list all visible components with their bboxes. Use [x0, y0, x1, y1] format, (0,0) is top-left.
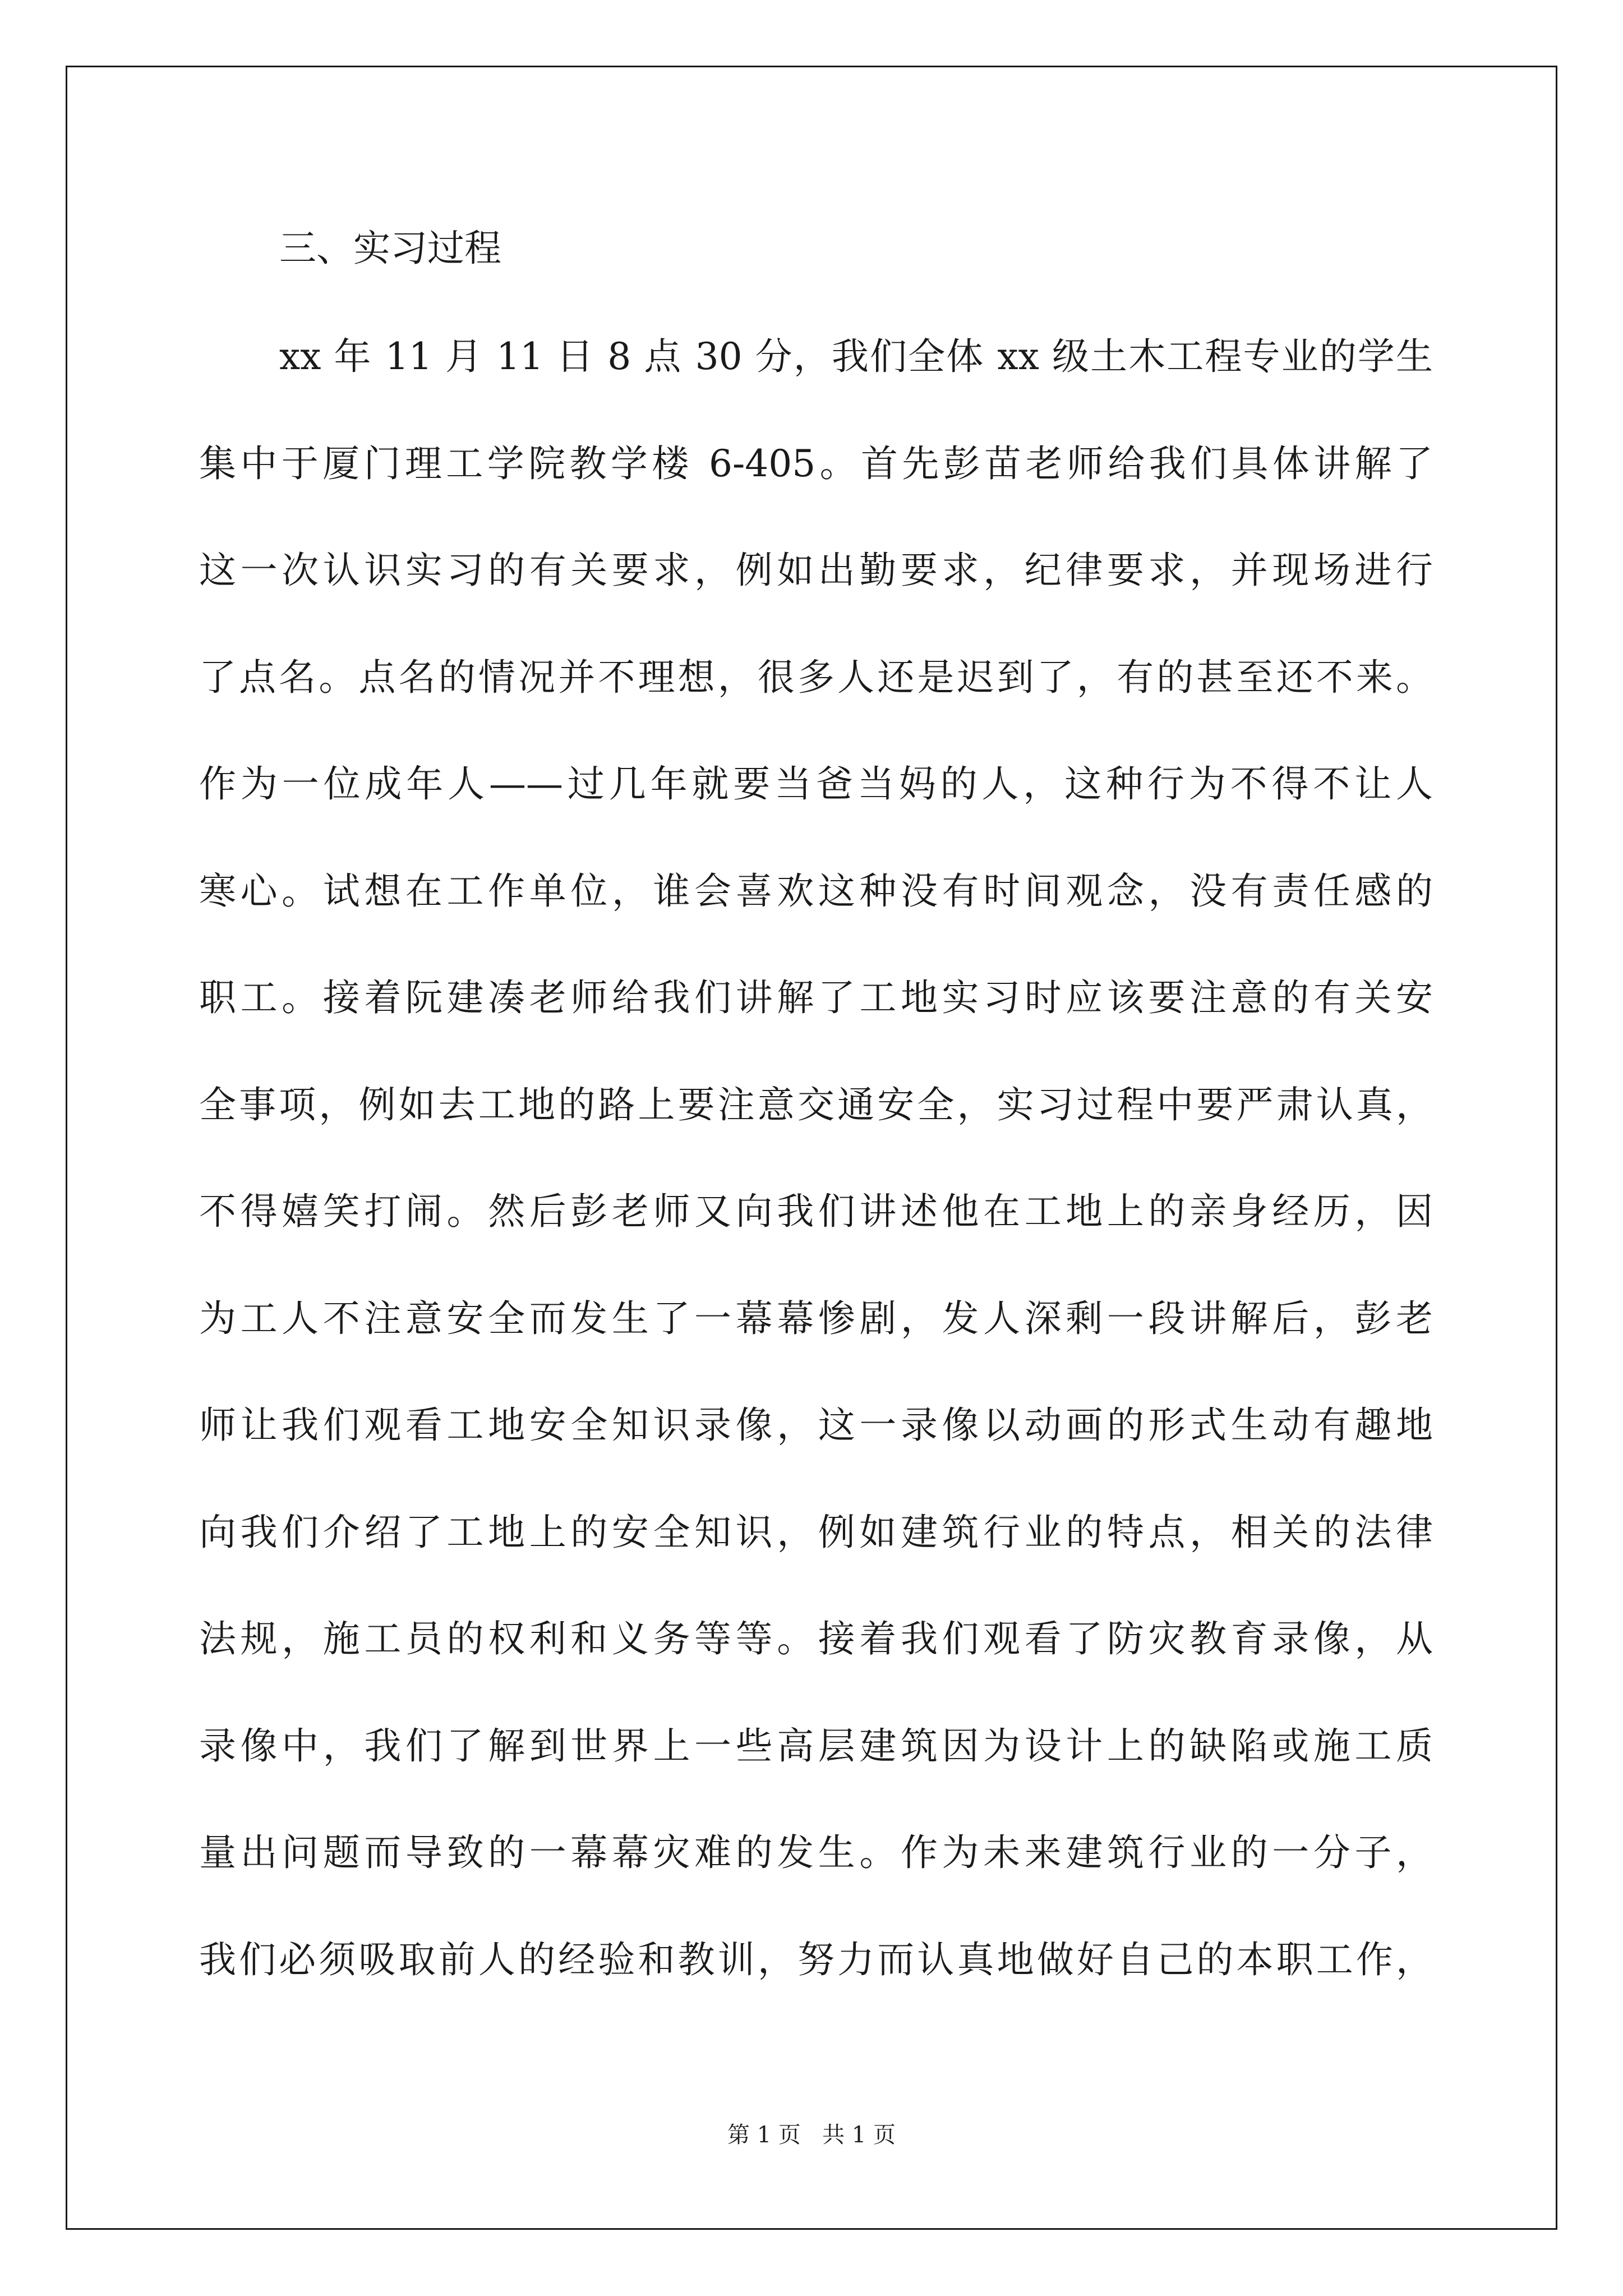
page-number-footer: 第 1 页 共 1 页: [727, 2122, 896, 2148]
section-heading: 三、实习过程: [279, 227, 501, 270]
body-paragraph: [199, 329, 1433, 2039]
paragraph-line: 这一次认识实习的有关要求，例如出勤要求，纪律要求，并现场进行: [199, 549, 1433, 592]
paragraph-line: 集中于厦门理工学院教学楼 6-405。首先彭苗老师给我们具体讲解了: [199, 441, 1433, 485]
paragraph-line: 了点名。点名的情况并不理想，很多人还是迟到了，有的甚至还不来。: [199, 655, 1433, 699]
paragraph-line: 法规，施工员的权利和义务等等。接着我们观看了防灾教育录像，从: [199, 1617, 1433, 1660]
paragraph-line: 职工。接着阮建凑老师给我们讲解了工地实习时应该要注意的有关安: [199, 976, 1433, 1019]
paragraph-line: 我们必须吸取前人的经验和教训，努力而认真地做好自己的本职工作，: [199, 1938, 1433, 1981]
paragraph-line: 量出问题而导致的一幕幕灾难的发生。作为未来建筑行业的一分子，: [199, 1831, 1433, 1874]
paragraph-line: 录像中，我们了解到世界上一些高层建筑因为设计上的缺陷或施工质: [199, 1724, 1433, 1768]
paragraph-line: 向我们介绍了工地上的安全知识，例如建筑行业的特点，相关的法律: [199, 1510, 1433, 1554]
paragraph-line: 为工人不注意安全而发生了一幕幕惨剧，发人深剩一段讲解后，彭老: [199, 1296, 1433, 1340]
paragraph-line: xx 年 11 月 11 日 8 点 30 分，我们全体 xx 级土木工程专业的学生: [279, 335, 1433, 378]
paragraph-line: 寒心。试想在工作单位，谁会喜欢这种没有时间观念，没有责任感的: [199, 869, 1433, 913]
paragraph-line: 作为一位成年人——过几年就要当爸当妈的人，这种行为不得不让人: [199, 762, 1433, 806]
paragraph-line: 全事项，例如去工地的路上要注意交通安全，实习过程中要严肃认真，: [199, 1083, 1433, 1126]
paragraph-line: 不得嬉笑打闹。然后彭老师又向我们讲述他在工地上的亲身经历，因: [199, 1190, 1433, 1233]
paragraph-line: 师让我们观看工地安全知识录像，这一录像以动画的形式生动有趣地: [199, 1404, 1433, 1447]
